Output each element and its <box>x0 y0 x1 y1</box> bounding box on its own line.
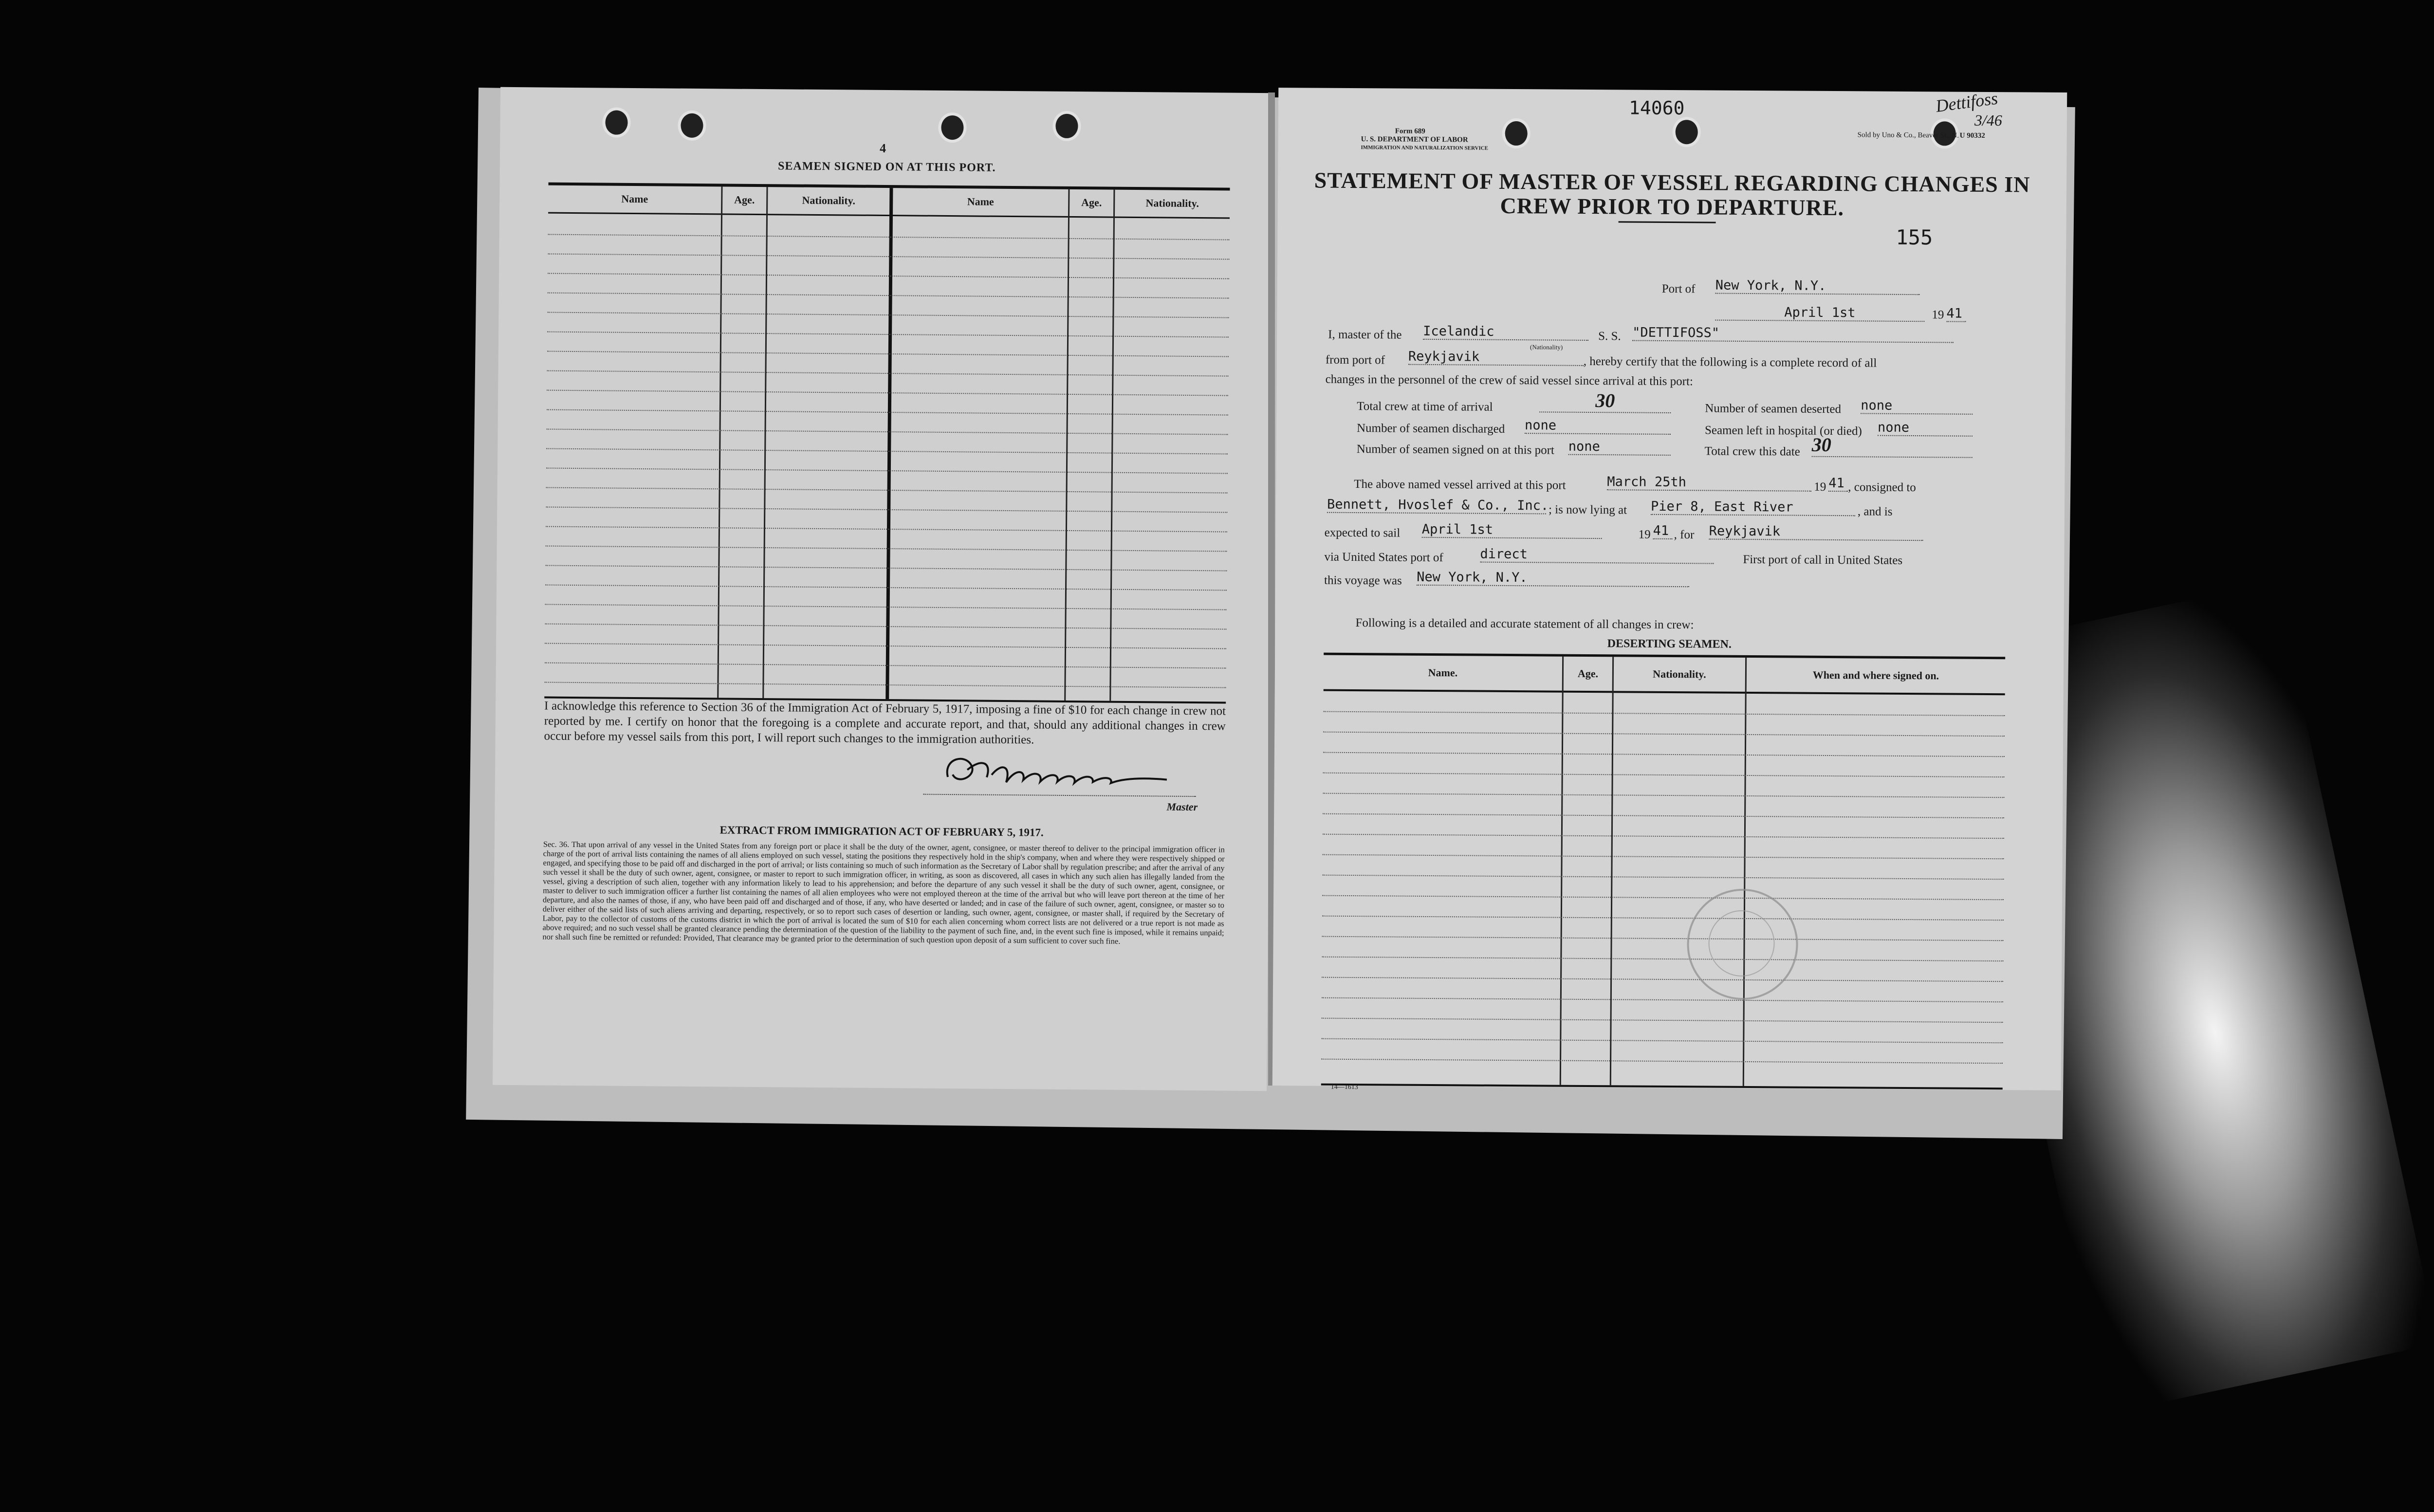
via-port-value: direct <box>1480 547 1714 564</box>
column-divider <box>1610 657 1614 1085</box>
total-crew-date-label: Total crew this date <box>1704 444 1800 459</box>
master-label: Master <box>1166 800 1198 813</box>
sail-date-value: April 1st <box>1422 522 1602 539</box>
title-rule <box>1619 221 1716 223</box>
table-row <box>1322 1018 2003 1023</box>
service-name: IMMIGRATION AND NATURALIZATION SERVICE <box>1361 145 1489 151</box>
column-header: Nationality. <box>1145 197 1199 210</box>
footer-code: 14—1613 <box>1330 1083 1358 1091</box>
table-row <box>1322 936 2004 941</box>
expected-label: expected to sail <box>1324 526 1401 540</box>
sail-year-value: 41 <box>1653 523 1673 539</box>
master-of-label: I, master of the <box>1328 328 1402 342</box>
from-port-label: from port of <box>1325 353 1385 367</box>
port-label: Port of <box>1661 282 1696 296</box>
deserted-label: Number of seamen deserted <box>1705 402 1842 416</box>
column-divider <box>1064 189 1069 701</box>
following-label: Following is a detailed and accurate statement of all changes in crew: <box>1355 616 1694 632</box>
table-row <box>1323 752 2005 757</box>
deserting-seamen-table <box>1321 653 2005 1090</box>
table-header <box>1324 655 2005 696</box>
punch-hole <box>938 112 966 143</box>
port-value: New York, N.Y. <box>1715 278 1920 295</box>
table-row <box>1322 895 2004 901</box>
arrived-year-prefix: 19 <box>1814 480 1826 494</box>
punch-hole <box>1673 117 1701 147</box>
sail-year-prefix: 19 <box>1638 528 1651 541</box>
column-header: Age. <box>1081 196 1102 209</box>
consigned-label: , consigned to <box>1848 480 1916 495</box>
from-port-value: Reykjavik <box>1408 349 1584 366</box>
deserted-value: none <box>1861 398 1973 414</box>
via-label: via United States port of <box>1324 550 1443 565</box>
column-header: Nationality. <box>1653 667 1706 681</box>
table-row <box>1322 916 2004 921</box>
column-header: Name. <box>1428 666 1458 679</box>
form-code: U 90332 <box>1959 131 1985 140</box>
left-page <box>493 87 1274 1091</box>
vessel-name: "DETTIFOSS" <box>1632 325 1954 343</box>
year-prefix: 19 <box>1932 308 1944 322</box>
total-crew-arrival-label: Total crew at time of arrival <box>1357 400 1493 414</box>
table-row <box>1323 813 2004 819</box>
extract-body-text: Sec. 36. That upon arrival of any vessel in the United States from any foreign port or place it shall be the duty of the owner, agent, consignee, or master thereof to deliver to the principal immigration officer in charge of the port of arrival lists containing the names of all aliens employed on such vessel, stating the positions they respectively hold in the ship's company, when and where they were respectively shipped or engaged, and specifying those to be paid off and discharged in the port of arrival; or lists containing so much of such information as the Secretary of Labor shall by regulation prescribe; and after the arrival of any such vessel it shall be the duty of such owner, agent, consignee, or master to report to such immigration officer, in writing, as soon as discovered, all cases in which any such alien has illegally landed from the vessel, giving a description of such alien, together with any information likely to lead to his apprehension; and before the departure of any such vessel it shall be the duty of such owner, agent, consignee, or master to deliver to such immigration officer a further list containing the names of all alien employees who were not employed thereon at the time of the arrival but who will leave port thereon at the time of her departure, and also the names of those, if any, who have been paid off and discharged and of those, if any, who have deserted or landed; and in case of the failure of such owner, agent, consignee, or master so to deliver either of the said lists of such aliens arriving and departing, respectively, or so to report such cases of desertion or landing, such owner, agent, consignee, or master shall, if required by the Secretary of Labor, pay to the collector of customs of the customs district in which the port of arrival is located the sum of $10 for each alien concerning whom correct lists are not delivered or a true report is not made as above required; and no such vessel shall be granted clearance pending the determination of the question of the liability to the payment of such fine, and, in the event such fine is imposed, while it remains unpaid; nor shall such fine be remitted or refunded: Provided, That clearance may be granted prior to the determination of such question upon deposit of a sum sufficient to cover such fine. <box>542 839 1225 946</box>
date-value: April 1st <box>1715 305 1924 322</box>
column-header: Nationality. <box>802 194 856 207</box>
certify-text-2: changes in the personnel of the crew of said vessel since arrival at this port: <box>1325 372 1693 388</box>
table-row <box>1321 1059 2003 1064</box>
handwritten-date-note: 3/46 <box>1974 111 2002 129</box>
form-title: STATEMENT OF MASTER OF VESSEL REGARDING CHANGES IN CREW PRIOR TO DEPARTURE. <box>1314 167 2030 221</box>
table-row <box>1323 732 2005 737</box>
total-crew-date-value: 30 <box>1812 433 1973 458</box>
column-divider <box>885 188 893 699</box>
table-row <box>1322 977 2003 982</box>
table-row <box>1322 875 2004 880</box>
destination-value: Reykjavik <box>1709 523 1923 541</box>
nationality-value: Icelandic <box>1423 324 1588 341</box>
column-divider <box>762 187 768 698</box>
hospital-label: Seamen left in hospital (or died) <box>1704 424 1862 438</box>
page-number: 4 <box>879 141 886 156</box>
nationality-caption: (Nationality) <box>1530 343 1563 351</box>
table-row <box>1323 854 2004 860</box>
column-header: Name <box>967 195 994 208</box>
signed-on-label: Number of seamen signed on at this port <box>1356 443 1554 457</box>
table-row <box>1322 997 2003 1003</box>
column-header: Name <box>621 192 648 205</box>
lying-at-value: Pier 8, East River <box>1651 499 1855 516</box>
discharged-value: none <box>1525 418 1671 435</box>
punch-hole <box>1502 118 1530 148</box>
printer-credit: Sold by Uno & Co., Beaver St., N. <box>1857 131 1959 140</box>
right-page <box>1272 88 2067 1090</box>
lying-label: ; is now lying at <box>1548 503 1627 517</box>
handwritten-file-number: 14060 <box>1628 97 1685 119</box>
seamen-signed-on-title: SEAMEN SIGNED ON AT THIS PORT. <box>777 160 996 174</box>
consignee-value: Bennett, Hvoslef & Co., Inc. <box>1327 497 1549 514</box>
for-label: , for <box>1674 528 1695 542</box>
punch-hole <box>678 111 706 141</box>
stamped-number: 155 <box>1896 225 1933 250</box>
ss-label: S. S. <box>1598 330 1621 343</box>
column-header: Age. <box>1577 667 1599 680</box>
punch-hole <box>602 107 630 137</box>
table-row <box>1321 1038 2003 1044</box>
table-row <box>1323 773 2005 778</box>
hospital-value: none <box>1878 420 1973 437</box>
table-row <box>1323 711 2005 717</box>
first-port-label: First port of call in United States <box>1743 553 1903 567</box>
form-header <box>1361 127 1488 153</box>
table-row <box>1323 834 2004 839</box>
signed-on-value: none <box>1568 439 1671 456</box>
arrived-date-value: March 25th <box>1607 474 1811 492</box>
arrived-label: The above named vessel arrived at this port <box>1354 478 1566 492</box>
column-divider <box>717 186 722 698</box>
table-row <box>1322 957 2003 962</box>
column-divider <box>1560 657 1564 1085</box>
form-number: Form 689 <box>1395 127 1425 135</box>
table-row <box>1323 793 2004 798</box>
official-seal-stamp <box>1687 888 1798 1000</box>
column-divider <box>1109 190 1115 701</box>
column-divider <box>1743 658 1747 1086</box>
discharged-label: Number of seamen discharged <box>1356 422 1505 436</box>
punch-hole <box>1052 111 1081 141</box>
deserting-seamen-title: DESERTING SEAMEN. <box>1607 637 1732 651</box>
master-signature <box>938 748 1172 796</box>
year-value: 41 <box>1946 306 1966 322</box>
seamen-signed-on-table <box>544 183 1230 704</box>
extract-title: EXTRACT FROM IMMIGRATION ACT OF FEBRUARY 5, 1917. <box>719 824 1044 839</box>
first-port-value: New York, N.Y. <box>1417 570 1689 587</box>
and-is-label: , and is <box>1857 505 1893 518</box>
certify-text: , hereby certify that the following is a complete record of all <box>1583 354 1877 370</box>
acknowledgement-text: I acknowledge this reference to Section 36 of the Immigration Act of February 5, 1917, imposing a fine of $10 for each change in crew not reported by me. I certify on honor that the foregoing is a complete and accurate report, and that, should any additional changes in crew occur before my vessel sails from this port, I will report such changes to the immigration authorities. <box>544 699 1226 747</box>
arrived-year-value: 41 <box>1828 476 1848 492</box>
column-header: Age. <box>734 193 755 206</box>
voyage-label: this voyage was <box>1324 573 1402 588</box>
total-crew-arrival-value: 30 <box>1539 388 1671 413</box>
column-header: When and where signed on. <box>1812 668 1939 682</box>
department-name: U. S. DEPARTMENT OF LABOR <box>1361 135 1468 144</box>
handwritten-vessel-note: Dettifoss <box>1935 88 1999 116</box>
